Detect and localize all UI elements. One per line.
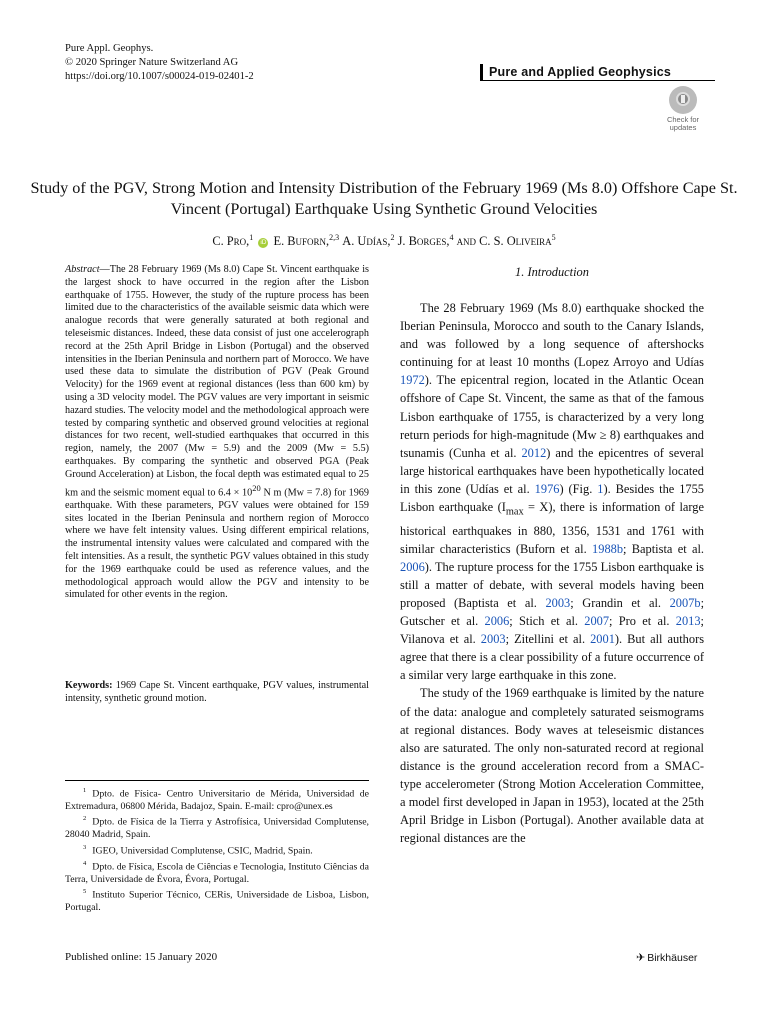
subscript: max <box>505 506 524 518</box>
author-affil: 5 <box>551 233 556 242</box>
citation-link[interactable]: 2007b <box>669 595 701 610</box>
citation-link[interactable]: 2006 <box>484 614 510 629</box>
author-name: A. Udías, <box>342 234 391 249</box>
footnote-num: 3 <box>83 843 87 851</box>
abstract-label: Abstract <box>65 264 100 275</box>
author-affil: 2,3 <box>329 233 340 242</box>
intro-paragraph-2: The study of the 1969 earthquake is limited by the nature of the data: analogue and completely saturated seismograms at regional distances. Body waves at teleseismic distances also are saturated. The only non-saturated record at regional distance is the ground acceleration record from a SMAC-type accelerometer (Strong Motion Acceleration Committee, a model first developed in Japan in 1953), located at the 25th April Bridge in Lisbon (Portugal). Another available data at regional distances are the <box>400 686 704 846</box>
copyright-line: © 2020 Springer Nature Switzerland AG <box>65 57 239 68</box>
abstract-exponent: 20 <box>252 482 261 493</box>
footnote-rule <box>65 780 369 781</box>
citation-link[interactable]: 2013 <box>675 614 701 629</box>
intro-paragraph-1 <box>400 299 704 684</box>
paragraph-text: ; Grandin et al. <box>570 595 670 610</box>
author-list <box>30 230 738 249</box>
citation-link[interactable]: 2012 <box>521 445 547 460</box>
paragraph-text: ). But all authors agree that there is a clear possibility of a future occurrence of a similar very large earthquake in this zone. <box>400 632 705 683</box>
paragraph-text: ). The rupture process for the 1755 Lisbon earthquake is still a matter of debate, with several models having been proposed (Baptista et al. <box>400 559 704 610</box>
footnote-text: IGEO, Universidad Complutense, CSIC, Madrid, Spain. <box>92 845 313 857</box>
citation-link[interactable]: 2003 <box>480 632 506 647</box>
paragraph-text: ; Stich et al. <box>509 614 585 629</box>
abstract <box>65 264 369 602</box>
paragraph-text: ). Besides the 1755 Lisbon earthquake (I <box>400 481 705 515</box>
published-date: Published online: 15 January 2020 <box>65 951 218 963</box>
author-affil: 2 <box>390 233 395 242</box>
check-line-2: updates <box>669 123 697 132</box>
footnote <box>65 886 369 914</box>
check-updates-icon <box>669 86 697 114</box>
footnote-num: 4 <box>83 859 87 867</box>
abstract-text: —The 28 February 1969 (Ms 8.0) Cape St. Vincent earthquake is the largest shock to have occurred in the region after the Lisbon earthquake of 1755. However, the study of the rupture process has been limited due to the characteristics of the available seismic data which were analogue records that were generally saturated at both regional and teleseismic distances. Indeed, these data consist of just one accelerograph record at the 25th April Bridge in Lisbon (Portugal) and the observed intensities in the Iberian Peninsula and northern part of Morocco. We have used these data to simulate the distribution of PGV (Peak Ground Velocity) for the 1969 event at regional distances (less than 600 km) by using a 3D velocity model. The PGV values are very important in seismic hazard studies. The velocity model and the methodological approach were tested by comparing synthetic and observed ground velocities at regional distances for two recent, well-studied earthquakes that occurred in this region, namely, the 2007 (Mw = 5.9) and the 2009 (Mw = 5.5) earthquakes. By comparing the synthetic and observed PGA (Peak Ground Acceleration) at Lisbon, the focal depth was estimated equal to 25 km and the seismic moment equal to 6.4 × 10 <box>65 264 369 498</box>
citation-link[interactable]: 1988b <box>592 541 624 556</box>
footnote-text: Instituto Superior Técnico, CERis, Universidade de Lisboa, Lisbon, Portugal. <box>65 889 369 914</box>
body-column <box>400 299 704 847</box>
author-name: E. Buforn, <box>273 234 330 249</box>
author-name: J. Borges, <box>397 234 450 249</box>
check-line-1: Check for <box>666 115 700 124</box>
keywords-text: 1969 Cape St. Vincent earthquake, PGV values, instrumental intensity, synthetic ground motion. <box>65 680 369 704</box>
paragraph-text: = X), there is information of large historical earthquakes in 880, 1356, 1531 and 1761 with similar characteristics (Buforn et al. <box>400 500 704 556</box>
keywords-label: Keywords: <box>65 680 113 691</box>
publisher-name: Birkhäuser <box>647 952 698 964</box>
footnote <box>65 842 369 858</box>
citation-link[interactable]: 1976 <box>534 481 560 496</box>
paper-title: Study of the PGV, Strong Motion and Intensity Distribution of the February 1969 (Ms 8.0) Offshore Cape St. Vincent (Portugal) Earthquake Using Synthetic Ground Velocities <box>30 179 738 218</box>
footnote-text: Dpto. de Física de la Tierra y Astrofísica, Universidad Complutense, 28040 Madrid, Spain. <box>65 816 369 841</box>
journal-name: Pure and Applied Geophysics <box>480 64 715 81</box>
footnotes <box>65 785 369 915</box>
author-affil: 1 <box>249 233 254 242</box>
citation-link[interactable]: 2007 <box>584 614 610 629</box>
footnote-num: 5 <box>83 888 87 896</box>
citation-link[interactable]: 1972 <box>400 373 425 388</box>
footnote <box>65 785 369 813</box>
footnote-num: 2 <box>83 815 87 823</box>
check-for-updates-badge[interactable] <box>660 86 706 132</box>
footnote-text: Dpto. de Física- Centro Universitario de Mérida, Universidad de Extremadura, 06800 Mérida, Badajoz, Spain. E-mail: cpro@unex.es <box>65 788 369 812</box>
paragraph-text: ). The epicentral region, located in the Atlantic Ocean offshore of Cape St. Vincent, the same as that of the famous Lisbon earthquake of 1755, is characterized by a very long return periods for high-magnitude (Mw ≥ 8) earthquakes and tsunamis (Cunha et al. <box>400 373 704 460</box>
paragraph-text: ; Baptista et al. <box>623 541 704 556</box>
doi-link[interactable]: https://doi.org/10.1007/s00024-019-02401-2 <box>65 71 254 82</box>
citation-link[interactable]: 1 <box>597 481 604 496</box>
paragraph-text: ) (Fig. <box>559 481 598 496</box>
author-name: and C. S. Oliveira <box>456 234 552 249</box>
journal-meta <box>65 42 254 84</box>
footnote-num: 1 <box>83 787 87 794</box>
paragraph-text: ; Vilanova et al. <box>400 614 704 647</box>
paragraph-text: ; Zitellini et al. <box>505 632 591 647</box>
orcid-icon[interactable]: iD <box>260 239 267 247</box>
paragraph-text: ) and the epicentres of several large historical earthquakes have been hypothetically located in this zone (Udías et al. <box>400 445 704 496</box>
publisher-logo <box>636 951 697 965</box>
citation-link[interactable]: 2001 <box>590 632 615 647</box>
abstract-text-cont: N m (Mw = 7.8) for 1969 earthquake. With these parameters, PGV values were obtained for 159 sites located in the Iberian Peninsula and northern region of Morocco where we have felt intensity values. Using different empirical relations, the instrumental intensity values were calculated and compared with the felt intensities. As a result, the synthetic PGV values obtained in this study for the 1969 earthquake could be used as reference values, and the methodological approach would allow the PGV and intensity to be simulated for other events in the region. <box>65 486 369 601</box>
paragraph-text: The 28 February 1969 (Ms 8.0) earthquake shocked the Iberian Peninsula, Morocco and south to the Canary Islands, and was followed by a long sequence of aftershocks continuing for at least 10 months (Lopez Arroyo and Udías <box>400 301 704 370</box>
author-name: C. Pro, <box>212 234 250 249</box>
keywords <box>65 680 369 706</box>
paragraph-text: ; Gutscher et al. <box>400 595 705 629</box>
birkhauser-icon: ✈ <box>636 952 646 964</box>
footnote <box>65 858 369 886</box>
citation-link[interactable]: 2003 <box>545 595 571 610</box>
paragraph-text: ; Pro et al. <box>609 614 676 629</box>
footnote-text: Dpto. de Física, Escola de Ciências e Tecnologia, Instituto Ciências da Terra, Universidade de Évora, Évora, Portugal. <box>65 861 369 885</box>
journal-abbrev: Pure Appl. Geophys. <box>65 43 154 54</box>
footnote <box>65 813 369 841</box>
citation-link[interactable]: 2006 <box>400 559 425 574</box>
section-heading: 1. Introduction <box>515 265 589 279</box>
author-affil: 4 <box>449 233 454 242</box>
